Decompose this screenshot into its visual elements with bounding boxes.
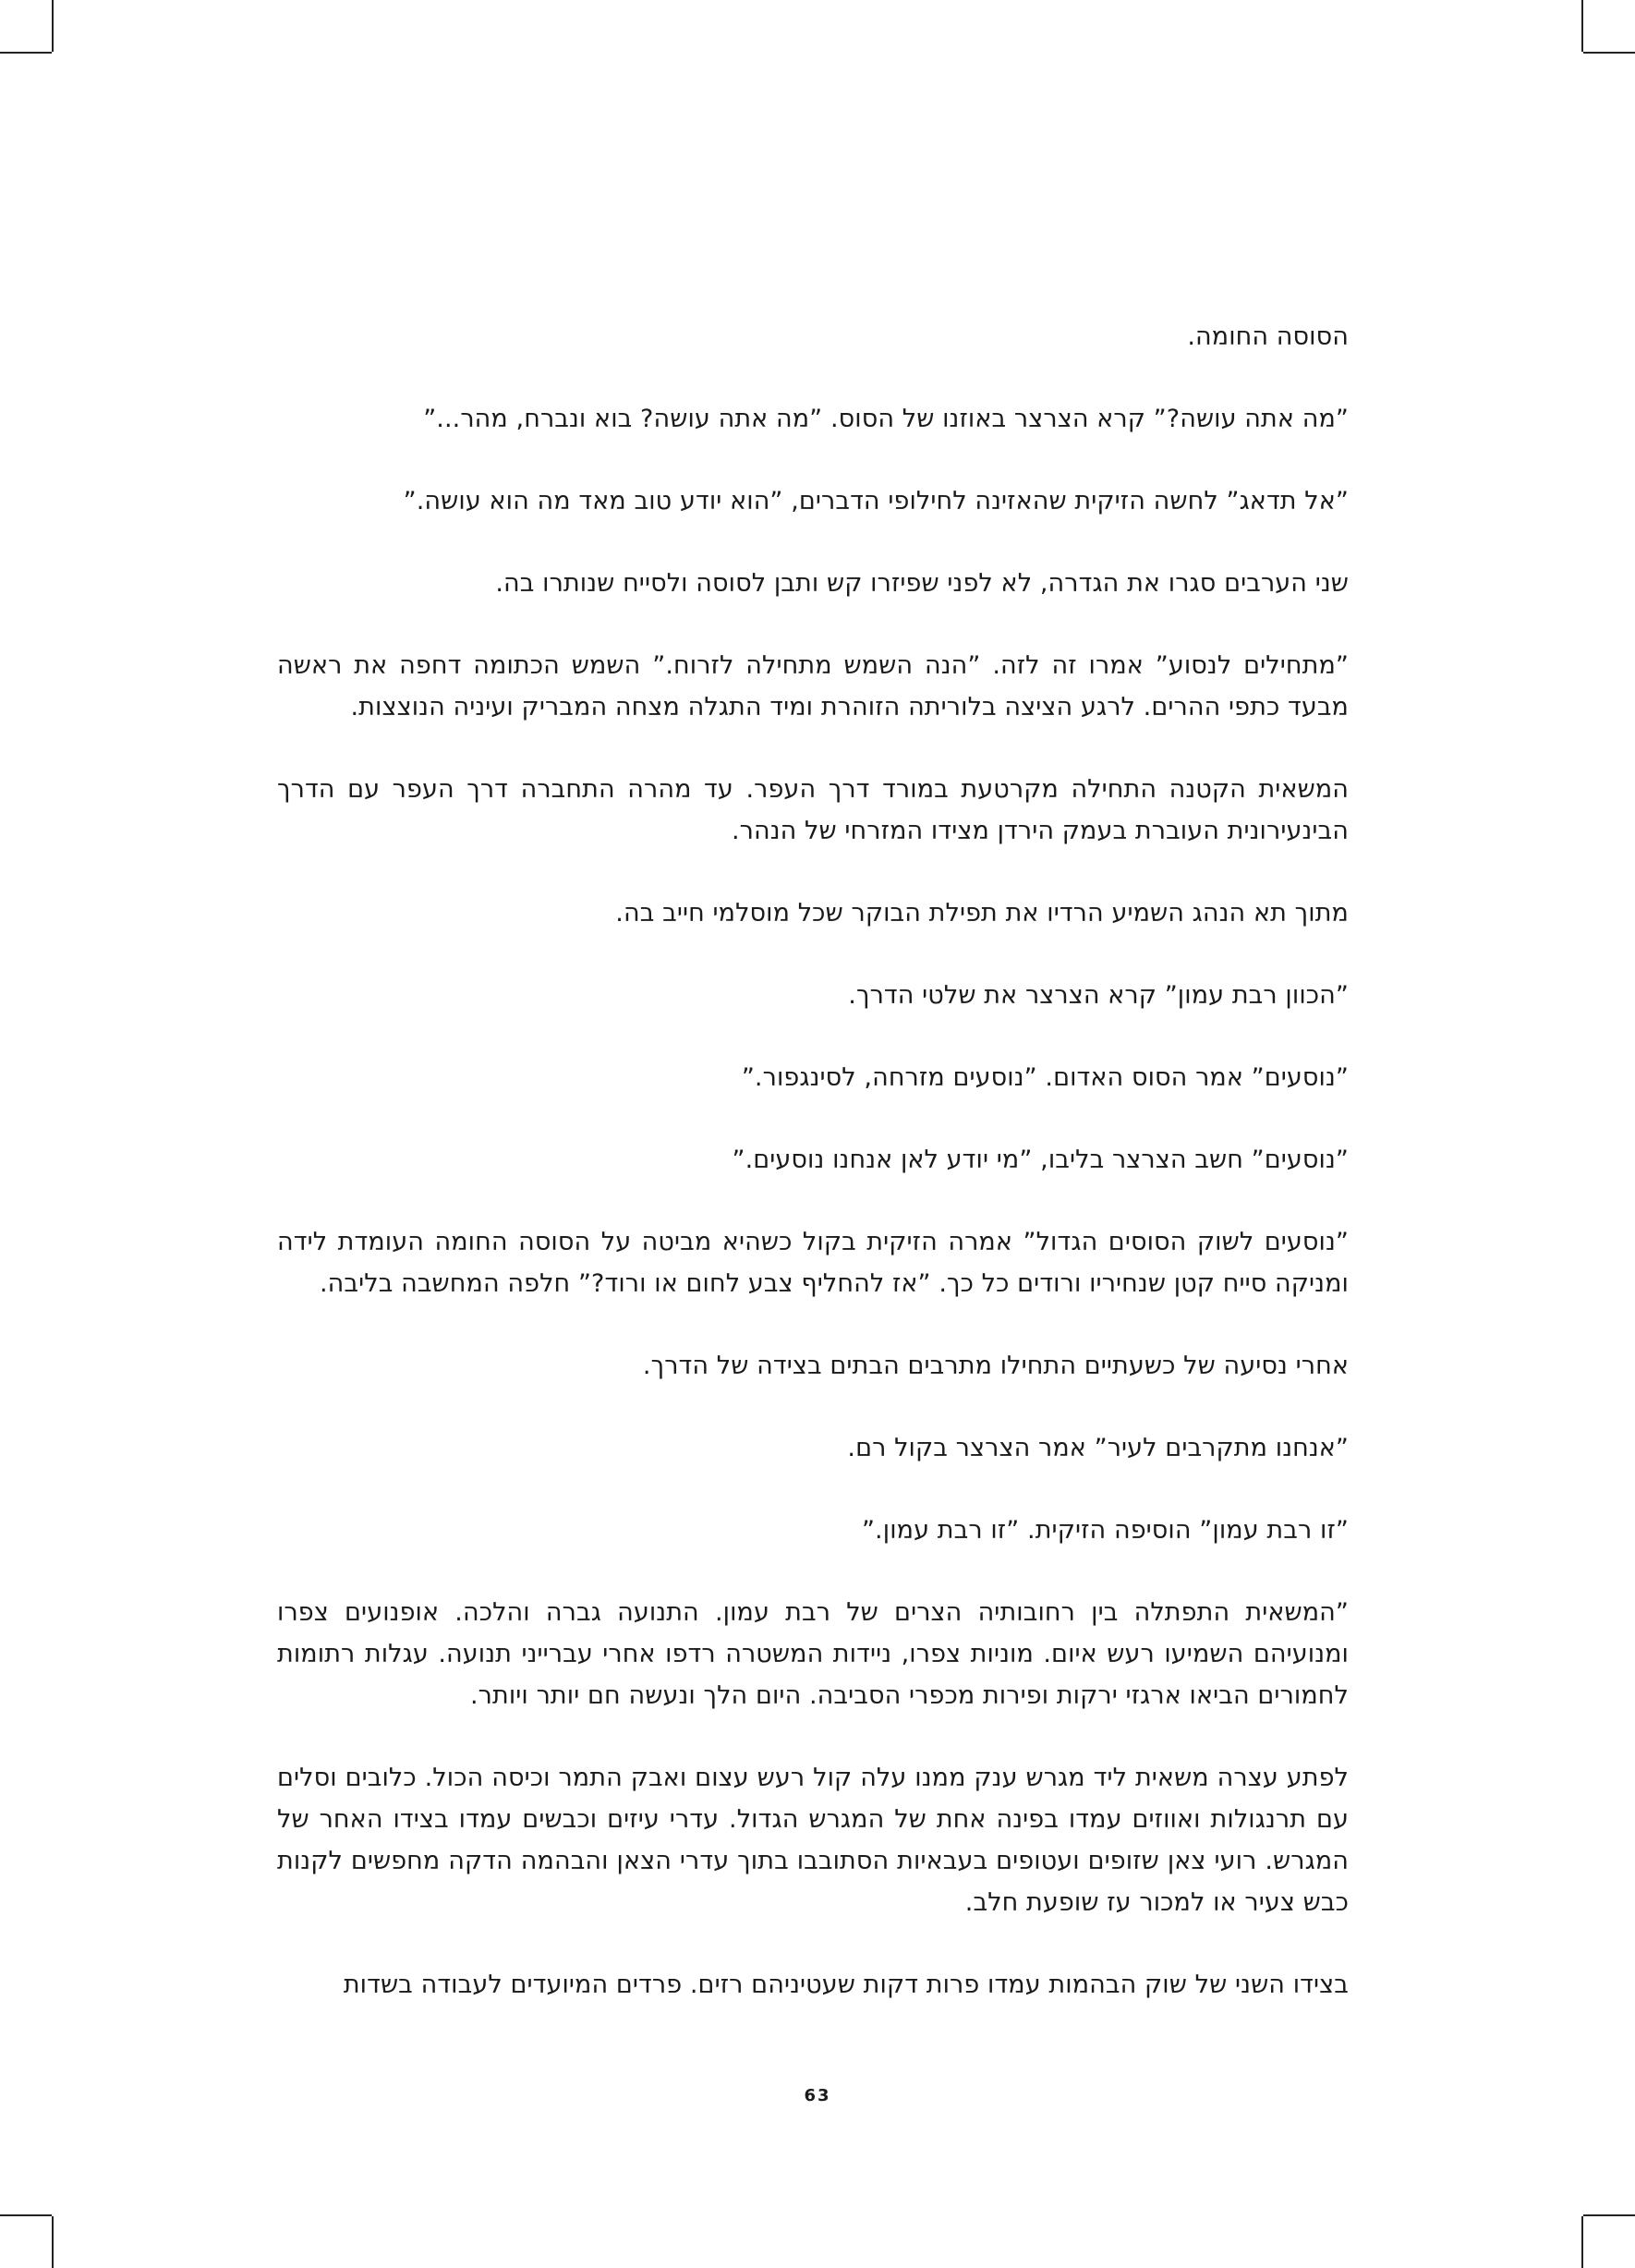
paragraph: המשאית הקטנה התחילה מקרטעת במורד דרך העפר. עד מהרה התחברה דרך העפר עם הדרך הבינעירונית העוברת בעמק הירדן מצידו המזרחי של הנהר. [277,775,1349,845]
paragraph: אחרי נסיעה של כשעתיים התחילו מתרבים הבתים בצידה של הדרך. [642,1352,1349,1380]
paragraph: ”המשאית התפתלה בין רחובותיה הצרים של רבת עמון. התנועה גברה והלכה. אופנועים צפרו ומנועיהם השמיעו רעש איום. מוניות צפרו, ניידות המשטרה רדפו אחרי עברייני תנועה. עגלות רתומות לחמורים הביאו ארגזי ירקות ופירות מכפרי הסביבה. היום הלך ונעשה חם יותר ויותר. [277,1598,1349,1710]
page-number: 63 [804,2086,831,2105]
body-text [277,316,1349,2046]
crop-mark-top-right-vertical [1581,0,1583,52]
crop-mark-bottom-left-vertical [52,2216,54,2268]
paragraph: בצידו השני של שוק הבהמות עמדו פרות דקות שעטיניהם רזים. פרדים המיועדים לעבודה בשדות [343,1971,1349,1999]
crop-mark-top-left-horizontal [0,52,52,54]
paragraph: ”נוסעים” חשב הצרצר בליבו, ”מי יודע לאן אנחנו נוסעים.” [732,1146,1349,1174]
crop-mark-bottom-left-horizontal [0,2214,52,2216]
crop-mark-top-left-vertical [52,0,54,52]
paragraph: ”הכוון רבת עמון” קרא הצרצר את שלטי הדרך. [848,981,1349,1010]
paragraph: ”מתחילים לנסוע” אמרו זה לזה. ”הנה השמש מתחילה לזרוח.” השמש הכתומה דחפה את ראשה מבעד כתפי ההרים. לרגע הציצה בלוריתה הזוהרת ומיד התגלה מצחה המבריק ועיניה הנוצצות. [277,651,1349,722]
paragraph: הסוסה החומה. [1187,322,1349,351]
paragraph: ”אנחנו מתקרבים לעיר” אמר הצרצר בקול רם. [847,1434,1349,1462]
crop-mark-bottom-right-vertical [1581,2216,1583,2268]
paragraph: ”מה אתה עושה?” קרא הצרצר באוזנו של הסוס. ”מה אתה עושה? בוא ונברח, מהר...” [423,405,1349,433]
crop-mark-top-right-horizontal [1583,52,1635,54]
paragraph: לפתע עצרה משאית ליד מגרש ענק ממנו עלה קול רעש עצום ואבק התמר וכיסה הכול. כלובים וסלים עם תרנגולות ואווזים עמדו בפינה אחת של המגרש הגדול. עדרי עיזים וכבשים עמדו בצידו האחר של המגרש. רועי צאן שזופים ועטופים בעבאיות הסתובבו בתוך עדרי הצאן והבהמה הדקה מחפשים לקנות כבש צעיר או למכור עז שופעת חלב. [277,1764,1349,1917]
paragraph: ”אל תדאג” לחשה הזיקית שהאזינה לחילופי הדברים, ”הוא יודע טוב מאד מה הוא עושה.” [403,487,1349,515]
paragraph: ”זו רבת עמון” הוסיפה הזיקית. ”זו רבת עמון.” [861,1516,1349,1545]
paragraph: שני הערבים סגרו את הגדרה, לא לפני שפיזרו קש ותבן לסוסה ולסייח שנותרו בה. [495,569,1349,598]
paragraph: ”נוסעים” אמר הסוס האדום. ”נוסעים מזרחה, לסינגפור.” [741,1063,1349,1092]
paragraph: ”נוסעים לשוק הסוסים הגדול” אמרה הזיקית בקול כשהיא מביטה על הסוסה החומה העומדת לידה ומניקה סייח קטן שנחיריו ורודים כל כך. ”אז להחליף צבע לחום או ורוד?” חלפה המחשבה בליבה. [277,1228,1349,1298]
crop-mark-bottom-right-horizontal [1583,2214,1635,2216]
paragraph: מתוך תא הנהג השמיע הרדיו את תפילת הבוקר שכל מוסלמי חייב בה. [615,899,1349,928]
